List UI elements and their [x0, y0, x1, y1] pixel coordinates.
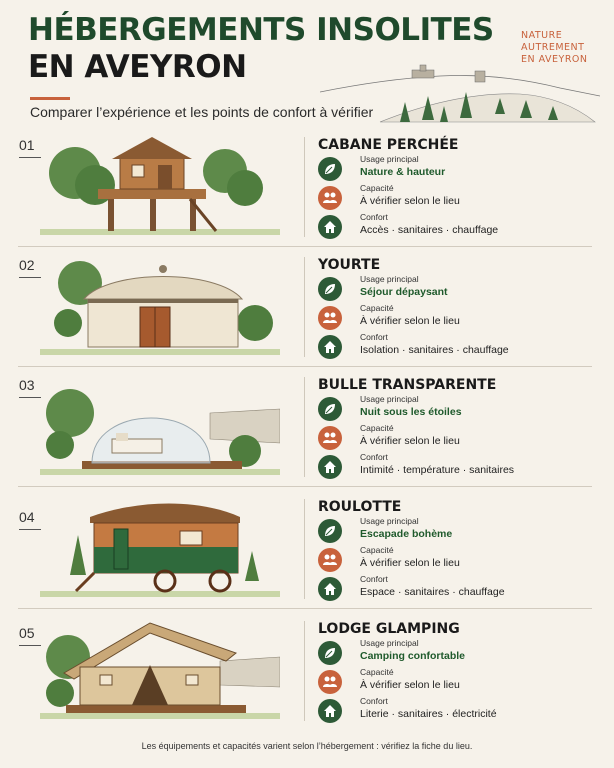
capacity-label: Capacité	[360, 667, 394, 677]
divider	[304, 499, 305, 599]
capacity-label: Capacité	[360, 183, 394, 193]
leaf-icon	[318, 519, 342, 543]
house-icon	[318, 455, 342, 479]
number-underline	[19, 277, 41, 278]
section-number: 01	[19, 137, 35, 153]
comfort-label: Confort	[360, 212, 388, 222]
accommodation-title: CABANE PERCHÉE	[318, 137, 459, 153]
capacity-value: À vérifier selon le lieu	[360, 195, 460, 207]
capacity-row	[318, 183, 608, 212]
comfort-value: Isolation · sanitaires · chauffage	[360, 344, 509, 356]
yurt-illustration	[40, 253, 280, 361]
comfort-row	[318, 332, 608, 361]
usage-row	[318, 638, 608, 667]
usage-row	[318, 516, 608, 545]
capacity-row	[318, 303, 608, 332]
section-number: 05	[19, 625, 35, 641]
divider	[304, 257, 305, 357]
section-divider	[18, 608, 592, 609]
comfort-value: Literie · sanitaires · électricité	[360, 708, 497, 720]
capacity-label: Capacité	[360, 423, 394, 433]
usage-label: Usage principal	[360, 516, 419, 526]
capacity-label: Capacité	[360, 303, 394, 313]
usage-row	[318, 394, 608, 423]
number-underline	[19, 397, 41, 398]
people-icon	[318, 426, 342, 450]
usage-label: Usage principal	[360, 154, 419, 164]
brand-line-1: NATURE	[521, 30, 563, 41]
caravan-illustration	[40, 495, 280, 603]
brand-line-3: EN AVEYRON	[521, 54, 588, 65]
comfort-value: Accès · sanitaires · chauffage	[360, 224, 499, 236]
comfort-label: Confort	[360, 574, 388, 584]
capacity-row	[318, 423, 608, 452]
divider	[304, 377, 305, 477]
leaf-icon	[318, 397, 342, 421]
accommodation-lodge	[0, 611, 614, 731]
comfort-value: Intimité · température · sanitaires	[360, 464, 515, 476]
people-icon	[318, 548, 342, 572]
capacity-value: À vérifier selon le lieu	[360, 679, 460, 691]
leaf-icon	[318, 157, 342, 181]
usage-value: Escapade bohème	[360, 528, 453, 540]
accommodation-yourte	[0, 247, 614, 367]
divider	[304, 137, 305, 237]
brand-line-2: AUTREMENT	[521, 42, 585, 53]
section-number: 03	[19, 377, 35, 393]
comfort-label: Confort	[360, 332, 388, 342]
treehouse-illustration	[40, 133, 280, 241]
usage-value: Séjour dépaysant	[360, 286, 448, 298]
accommodation-cabane	[0, 127, 614, 247]
usage-value: Camping confortable	[360, 650, 466, 662]
accommodation-bulle	[0, 367, 614, 487]
capacity-value: À vérifier selon le lieu	[360, 435, 460, 447]
comfort-label: Confort	[360, 696, 388, 706]
comfort-label: Confort	[360, 452, 388, 462]
capacity-row	[318, 545, 608, 574]
house-icon	[318, 335, 342, 359]
leaf-icon	[318, 277, 342, 301]
people-icon	[318, 186, 342, 210]
lodge-tent-illustration	[40, 617, 280, 725]
number-underline	[19, 157, 41, 158]
footer-note: Les équipements et capacités varient selon l’hébergement : vérifiez la fiche du lieu.	[141, 741, 473, 751]
leaf-icon	[318, 641, 342, 665]
house-icon	[318, 699, 342, 723]
usage-row	[318, 274, 608, 303]
comfort-value: Espace · sanitaires · chauffage	[360, 586, 505, 598]
comfort-row	[318, 452, 608, 481]
usage-label: Usage principal	[360, 274, 419, 284]
section-divider	[18, 486, 592, 487]
subtitle: Comparer l’expérience et les points de confort à vérifier	[30, 104, 374, 120]
capacity-value: À vérifier selon le lieu	[360, 315, 460, 327]
accommodation-title: YOURTE	[318, 257, 381, 273]
divider	[304, 621, 305, 721]
section-number: 02	[19, 257, 35, 273]
house-icon	[318, 577, 342, 601]
usage-label: Usage principal	[360, 638, 419, 648]
usage-value: Nuit sous les étoiles	[360, 406, 462, 418]
accommodation-title: ROULOTTE	[318, 499, 402, 515]
usage-row	[318, 154, 608, 183]
section-number: 04	[19, 509, 35, 525]
accent-line	[30, 97, 70, 100]
number-underline	[19, 645, 41, 646]
brand-logo	[521, 30, 588, 66]
comfort-row	[318, 574, 608, 603]
accommodation-title: LODGE GLAMPING	[318, 621, 460, 637]
usage-value: Nature & hauteur	[360, 166, 446, 178]
accommodation-roulotte	[0, 489, 614, 609]
people-icon	[318, 306, 342, 330]
usage-label: Usage principal	[360, 394, 419, 404]
title-line-2: EN AVEYRON	[28, 49, 247, 85]
capacity-row	[318, 667, 608, 696]
people-icon	[318, 670, 342, 694]
accommodation-title: BULLE TRANSPARENTE	[318, 377, 497, 393]
bubble-illustration	[40, 373, 280, 481]
capacity-label: Capacité	[360, 545, 394, 555]
capacity-value: À vérifier selon le lieu	[360, 557, 460, 569]
comfort-row	[318, 212, 608, 241]
house-icon	[318, 215, 342, 239]
comfort-row	[318, 696, 608, 725]
village-hills-illustration	[320, 62, 600, 128]
number-underline	[19, 529, 41, 530]
title-line-1: HÉBERGEMENTS INSOLITES	[28, 12, 494, 48]
